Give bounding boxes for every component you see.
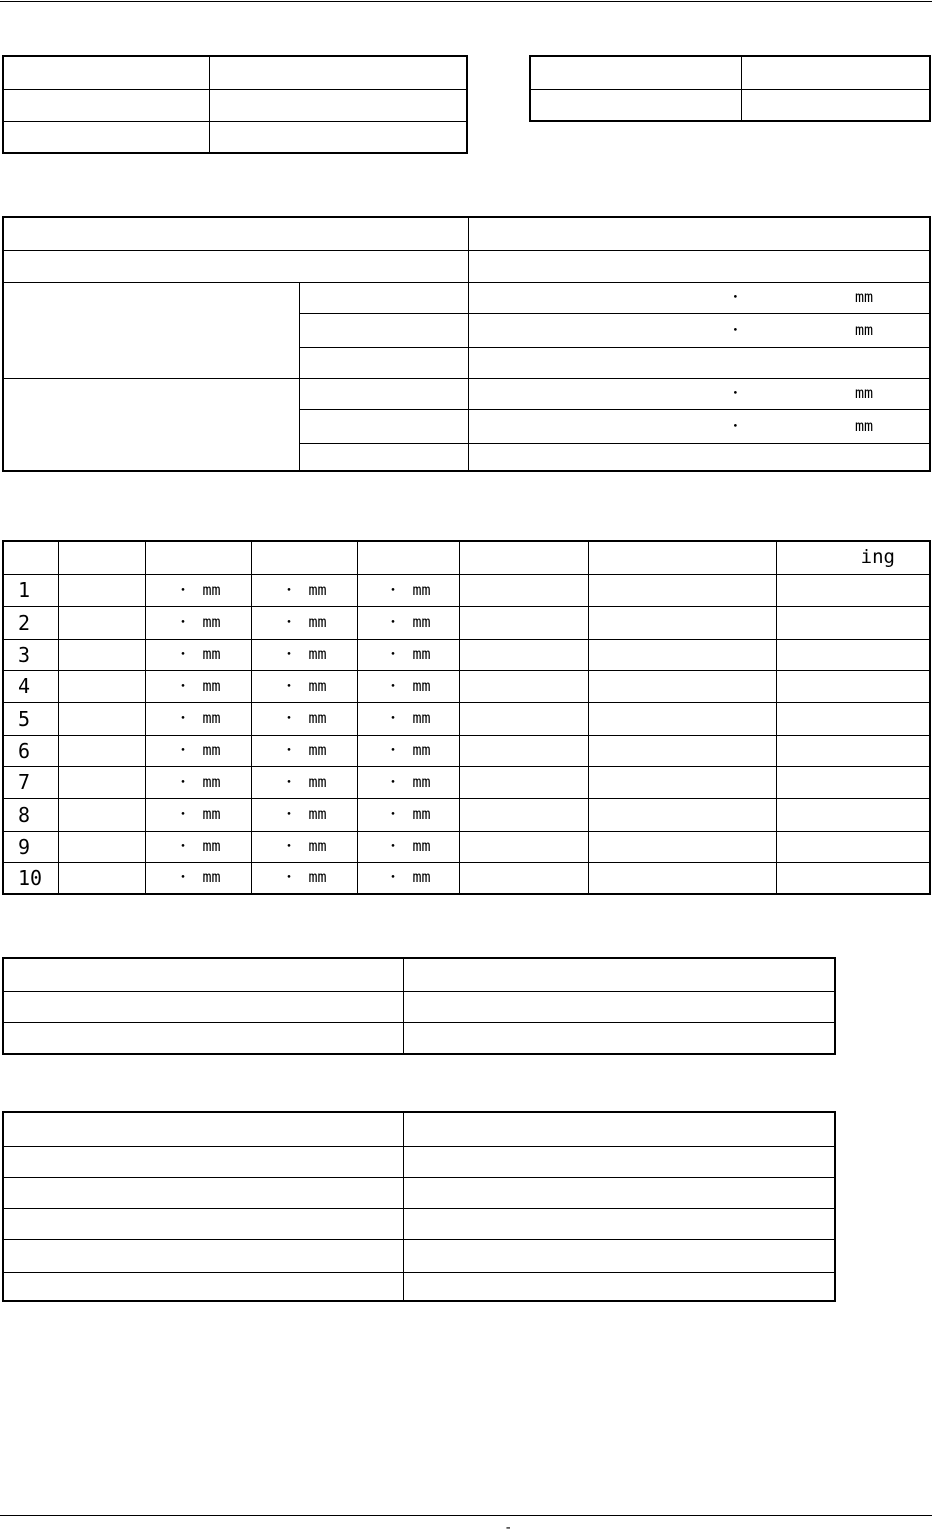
cell xyxy=(3,1272,403,1301)
unit-label: mm xyxy=(412,645,431,663)
unit-label: mm xyxy=(202,868,221,887)
measurement-row xyxy=(3,670,930,702)
dimension-table xyxy=(2,216,931,472)
unit-label: mm xyxy=(202,837,221,855)
cell xyxy=(403,991,835,1022)
cell xyxy=(468,217,930,250)
measure-cell xyxy=(357,702,459,735)
measure-cell xyxy=(145,735,251,766)
cell xyxy=(3,1146,403,1177)
measure-cell xyxy=(251,735,357,766)
dot-mark: ・ xyxy=(175,741,191,759)
unit-label: mm xyxy=(308,837,327,855)
cell xyxy=(58,639,145,670)
measure-cell xyxy=(145,831,251,862)
measure-cell xyxy=(145,766,251,798)
cell xyxy=(741,89,930,121)
group-label-cell xyxy=(3,378,299,471)
dot-mark: ・ xyxy=(281,645,297,663)
measurement-row xyxy=(3,766,930,798)
cell xyxy=(299,378,468,409)
dimension-value-cell xyxy=(468,282,930,313)
unit-label: mm xyxy=(308,868,327,887)
cell xyxy=(3,89,209,121)
cell xyxy=(530,89,741,121)
row-number: 2 xyxy=(3,606,58,639)
info-table-f xyxy=(2,1111,836,1302)
cell xyxy=(299,347,468,378)
dot-mark: ・ xyxy=(175,868,191,887)
unit-label: mm xyxy=(412,613,431,631)
unit-label: mm xyxy=(202,709,221,727)
measure-cell xyxy=(357,606,459,639)
cell xyxy=(776,670,930,702)
info-table-e xyxy=(2,957,836,1055)
cell xyxy=(530,56,741,89)
measure-cell xyxy=(357,831,459,862)
row-number: 5 xyxy=(3,702,58,735)
unit-label: mm xyxy=(308,645,327,663)
measurement-row xyxy=(3,606,930,639)
dot-mark: ・ xyxy=(385,580,401,599)
measure-cell xyxy=(145,798,251,831)
cell xyxy=(58,670,145,702)
dot-mark: ・ xyxy=(385,613,401,631)
cell xyxy=(459,798,588,831)
unit-label: mm xyxy=(412,837,431,855)
dot-mark: ・ xyxy=(385,772,401,791)
dot-mark: ・ xyxy=(281,772,297,791)
cell xyxy=(776,702,930,735)
unit-label: mm xyxy=(412,676,431,695)
measurement-row xyxy=(3,798,930,831)
unit-label: mm xyxy=(308,709,327,727)
measure-cell xyxy=(357,639,459,670)
cell xyxy=(468,250,930,282)
cell xyxy=(299,409,468,443)
dot-mark: ・ xyxy=(385,676,401,695)
dot-mark: ・ xyxy=(281,741,297,759)
dot-mark: ・ xyxy=(727,288,743,306)
dot-mark: ・ xyxy=(175,709,191,727)
cell xyxy=(3,56,209,89)
row-number: 3 xyxy=(3,639,58,670)
measure-cell xyxy=(357,766,459,798)
unit-label: mm xyxy=(202,741,221,759)
cell xyxy=(588,862,776,894)
header-cell xyxy=(3,541,58,574)
measure-cell xyxy=(145,606,251,639)
cell xyxy=(776,766,930,798)
info-table-right xyxy=(529,55,931,122)
header-cell xyxy=(588,541,776,574)
row-number: 10 xyxy=(3,862,58,894)
bottom-rule xyxy=(0,1515,932,1516)
unit-label: mm xyxy=(412,805,431,823)
info-table-left xyxy=(2,55,468,154)
cell xyxy=(403,958,835,991)
cell xyxy=(58,766,145,798)
header-cell xyxy=(251,541,357,574)
cell xyxy=(776,574,930,606)
cell xyxy=(459,670,588,702)
cell xyxy=(588,702,776,735)
cell xyxy=(3,958,403,991)
dot-mark: ・ xyxy=(385,709,401,727)
cell xyxy=(588,670,776,702)
cell xyxy=(403,1208,835,1239)
measurement-row xyxy=(3,831,930,862)
cell xyxy=(58,831,145,862)
measure-cell xyxy=(145,702,251,735)
cell xyxy=(209,121,467,153)
cell xyxy=(3,217,468,250)
row-number: 7 xyxy=(3,766,58,798)
header-cell xyxy=(357,541,459,574)
row-number: 6 xyxy=(3,735,58,766)
cell xyxy=(3,1239,403,1272)
cell xyxy=(459,735,588,766)
cell xyxy=(58,798,145,831)
header-cell-last: ing xyxy=(776,541,930,574)
dot-mark: ・ xyxy=(385,741,401,759)
measurement-row xyxy=(3,702,930,735)
measure-cell xyxy=(251,831,357,862)
cell xyxy=(299,282,468,313)
unit-label: mm xyxy=(308,805,327,823)
measurement-table xyxy=(2,540,931,895)
cell xyxy=(588,766,776,798)
measure-cell xyxy=(145,670,251,702)
row-number: 8 xyxy=(3,798,58,831)
cell xyxy=(588,639,776,670)
unit-label: mm xyxy=(202,580,221,599)
dot-mark: ・ xyxy=(727,416,743,435)
cell xyxy=(588,798,776,831)
measure-cell xyxy=(251,574,357,606)
unit-label: mm xyxy=(854,320,873,339)
dimension-value-cell xyxy=(468,313,930,347)
dot-mark: ・ xyxy=(175,772,191,791)
measure-cell xyxy=(357,862,459,894)
cell xyxy=(58,574,145,606)
unit-label: mm xyxy=(854,288,873,306)
cell xyxy=(58,735,145,766)
cell xyxy=(588,574,776,606)
unit-label: mm xyxy=(308,676,327,695)
dot-mark: ・ xyxy=(175,580,191,599)
measurement-row xyxy=(3,574,930,606)
cell xyxy=(3,991,403,1022)
dot-mark: ・ xyxy=(281,805,297,823)
cell xyxy=(3,1177,403,1208)
measurement-row xyxy=(3,862,930,894)
dot-mark: ・ xyxy=(385,868,401,887)
unit-label: mm xyxy=(412,868,431,887)
measure-cell xyxy=(251,702,357,735)
unit-label: mm xyxy=(308,613,327,631)
cell xyxy=(776,831,930,862)
dot-mark: ・ xyxy=(175,613,191,631)
cell xyxy=(459,702,588,735)
cell xyxy=(403,1272,835,1301)
measurement-rows xyxy=(3,574,930,894)
cell xyxy=(299,443,468,471)
dot-mark: ・ xyxy=(385,645,401,663)
dimension-value-cell xyxy=(468,378,930,409)
cell xyxy=(776,735,930,766)
cell xyxy=(741,56,930,89)
measure-cell xyxy=(145,639,251,670)
header-cell xyxy=(459,541,588,574)
dot-mark: ・ xyxy=(281,709,297,727)
unit-label: mm xyxy=(202,645,221,663)
cell xyxy=(588,831,776,862)
cell xyxy=(403,1146,835,1177)
measurement-row xyxy=(3,735,930,766)
dot-mark: ・ xyxy=(175,837,191,855)
cell xyxy=(3,121,209,153)
row-number: 1 xyxy=(3,574,58,606)
top-rule xyxy=(0,1,932,2)
unit-label: mm xyxy=(202,613,221,631)
unit-label: mm xyxy=(308,580,327,599)
cell xyxy=(459,639,588,670)
cell xyxy=(58,702,145,735)
measure-cell xyxy=(357,798,459,831)
cell xyxy=(459,831,588,862)
dot-mark: ・ xyxy=(281,868,297,887)
unit-label: mm xyxy=(854,416,873,435)
dot-mark: ・ xyxy=(175,645,191,663)
measure-cell xyxy=(357,574,459,606)
cell xyxy=(588,735,776,766)
measure-cell xyxy=(357,735,459,766)
cell xyxy=(468,347,930,378)
measure-cell xyxy=(251,798,357,831)
unit-label: mm xyxy=(412,772,431,791)
dot-mark: ・ xyxy=(281,676,297,695)
cell xyxy=(3,250,468,282)
cell xyxy=(459,606,588,639)
dot-mark: ・ xyxy=(727,320,743,339)
cell xyxy=(776,798,930,831)
unit-label: mm xyxy=(202,772,221,791)
header-cell xyxy=(145,541,251,574)
row-number: 4 xyxy=(3,670,58,702)
measure-cell xyxy=(251,862,357,894)
dot-mark: ・ xyxy=(175,676,191,695)
page-number: - xyxy=(504,1520,513,1536)
cell xyxy=(209,56,467,89)
unit-label: mm xyxy=(412,709,431,727)
unit-label: mm xyxy=(308,772,327,791)
cell xyxy=(58,606,145,639)
unit-label: mm xyxy=(412,741,431,759)
cell xyxy=(776,862,930,894)
unit-label: mm xyxy=(412,580,431,599)
cell xyxy=(3,1208,403,1239)
group-label-cell xyxy=(3,282,299,378)
dot-mark: ・ xyxy=(175,805,191,823)
measure-cell xyxy=(251,639,357,670)
cell xyxy=(459,574,588,606)
cell xyxy=(776,606,930,639)
cell xyxy=(459,862,588,894)
cell xyxy=(403,1177,835,1208)
cell xyxy=(459,766,588,798)
unit-label: mm xyxy=(202,805,221,823)
dot-mark: ・ xyxy=(385,805,401,823)
dot-mark: ・ xyxy=(281,613,297,631)
cell xyxy=(403,1239,835,1272)
cell xyxy=(209,89,467,121)
dot-mark: ・ xyxy=(281,580,297,599)
unit-label: mm xyxy=(202,676,221,695)
measurement-row xyxy=(3,639,930,670)
unit-label: mm xyxy=(854,384,873,402)
dimension-value-cell xyxy=(468,409,930,443)
cell xyxy=(58,862,145,894)
measure-cell xyxy=(145,574,251,606)
measure-cell xyxy=(251,766,357,798)
cell xyxy=(588,606,776,639)
cell xyxy=(468,443,930,471)
cell xyxy=(403,1112,835,1146)
header-cell xyxy=(58,541,145,574)
cell xyxy=(776,639,930,670)
row-number: 9 xyxy=(3,831,58,862)
dot-mark: ・ xyxy=(281,837,297,855)
measure-cell xyxy=(251,606,357,639)
dot-mark: ・ xyxy=(385,837,401,855)
cell xyxy=(403,1022,835,1054)
measure-cell xyxy=(145,862,251,894)
cell xyxy=(3,1022,403,1054)
measure-cell xyxy=(251,670,357,702)
unit-label: mm xyxy=(308,741,327,759)
cell xyxy=(299,313,468,347)
dot-mark: ・ xyxy=(727,384,743,402)
measure-cell xyxy=(357,670,459,702)
cell xyxy=(3,1112,403,1146)
